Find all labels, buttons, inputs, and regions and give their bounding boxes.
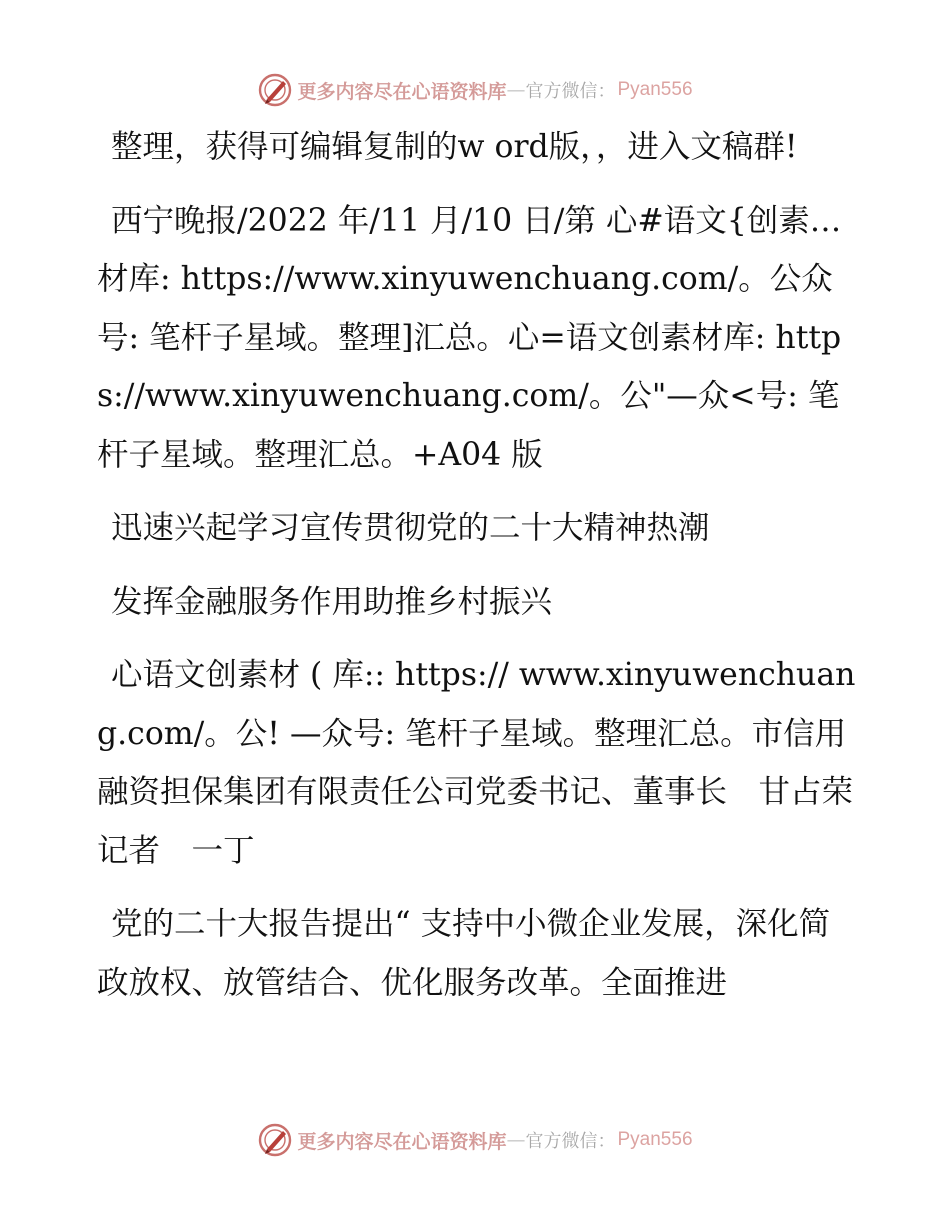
headline-finance: 发挥金融服务作用助推乡村振兴 (111, 583, 553, 620)
headline-study: 迅速兴起学习宣传贯彻党的二十大精神热潮 (111, 510, 710, 546)
pen-logo-icon (257, 1122, 293, 1158)
footer-banner (0, 1118, 950, 1162)
header-banner (0, 68, 950, 112)
paragraph-byline: 心语文创素材 ( 库:: https:// www.xinyuwenchuang.com/。公! —众号: 笔杆子星域。整理汇总。市信用融资担保集团有限责任公司党委书记、董事长 甘占荣 记者 一丁 (97, 657, 885, 869)
footer-banner-title: 更多内容尽在心语资料库 (297, 1130, 507, 1153)
header-banner-title: 更多内容尽在心语资料库 (297, 80, 507, 103)
paragraph-source: 西宁晚报/2022 年/11 月/10 日/第 心#语文{创素…材库: https://www.xinyuwenchuang.com/。公众号: 笔杆子星域。整理]汇总。心=语文创素材库: https://www.xinyuwenchuang.com/。公"—众<号: 笔杆子星域。整理汇总。+A04 版 (97, 202, 842, 473)
paragraph-intro: 整理，获得可编辑复制的w ord版，，进入文稿群! (111, 129, 798, 165)
footer-banner-separator: — (506, 1129, 526, 1151)
header-banner-subtitle: 官方微信： (525, 81, 616, 102)
pen-logo-icon (257, 72, 293, 108)
header-banner-wechat-id: Pyan556 (617, 79, 693, 100)
footer-banner-wechat-id: Pyan556 (617, 1129, 693, 1150)
header-banner-separator: — (506, 79, 526, 101)
document-body (97, 118, 885, 1027)
paragraph-body: 党的二十大报告提出“ 支持中小微企业发展，深化简政放权、放管结合、优化服务改革。全面推进 (97, 906, 831, 1001)
footer-banner-subtitle: 官方微信： (525, 1131, 616, 1152)
